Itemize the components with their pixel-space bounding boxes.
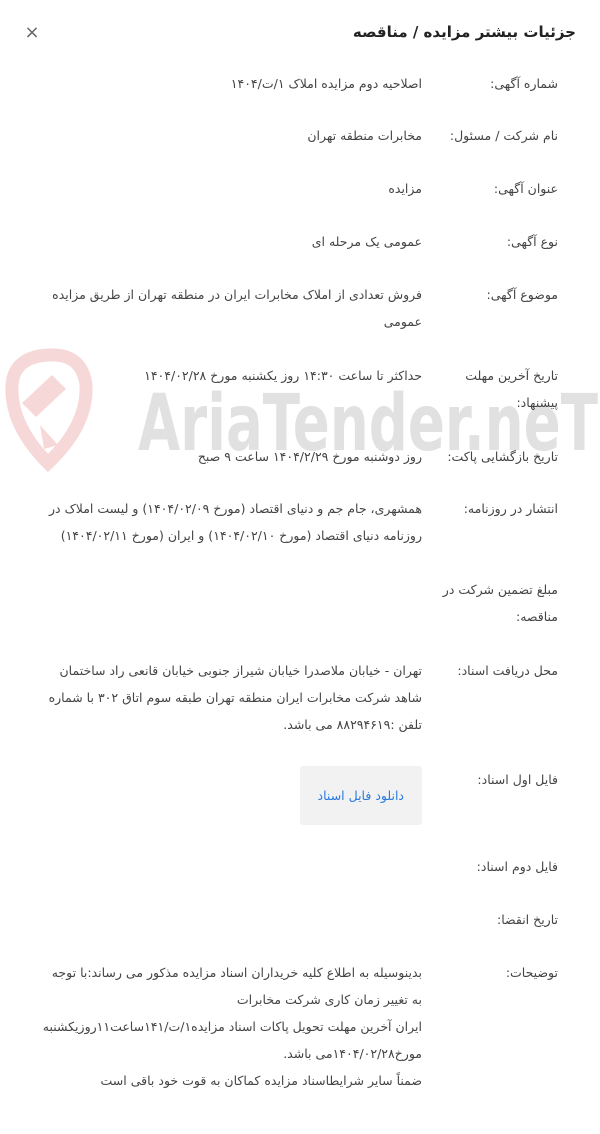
- label-second-file: فایل دوم اسناد:: [476, 859, 558, 874]
- label-ad-number: شماره آگهی:: [490, 76, 558, 91]
- label-ad-title: عنوان آگهی:: [493, 181, 558, 196]
- value-newspaper: همشهری، جام جم و دنیای اقتصاد (مورخ ۱۴۰۴/۰۲/۰۹) و لیست املاک در روزنامه دنیای اقتصاد (مورخ ۱۴۰۴/۰۲/۱۰) و ایران (مورخ ۱۴۰۴/۰۲/۱۱): [49, 501, 422, 543]
- value-second-file: [40, 853, 422, 906]
- dialog-title: جزئیات بیشتر مزایده / مناقصه: [352, 23, 576, 41]
- row-company: [0, 122, 600, 175]
- value-ad-type: عمومی یک مرحله ای: [311, 234, 422, 249]
- details-list: [0, 70, 600, 1109]
- download-docs-button[interactable]: دانلود فایل اسناد: [300, 766, 422, 825]
- value-docs-location: تهران - خیابان ملاصدرا خیابان شیراز جنوبی خیابان قانعی راد ساختمان شاهد شرکت مخابرات ایران منطقه تهران طبقه سوم اتاق ۳۰۲ با شماره تلفن :۸۸۲۹۴۶۱۹ می باشد.: [48, 663, 422, 732]
- label-opening-date: تاریخ بازگشایی پاکت:: [447, 449, 558, 464]
- value-company: مخابرات منطقه تهران: [307, 128, 422, 143]
- row-opening-date: [0, 443, 600, 495]
- row-ad-title: [0, 175, 600, 228]
- value-opening-date: روز دوشنبه مورخ ۱۴۰۴/۲/۲۹ ساعت ۹ صبح: [197, 449, 422, 464]
- value-expiry-date: [40, 906, 422, 959]
- description-line: به تغییر زمان کاری شرکت مخابرات: [236, 992, 422, 1007]
- row-docs-location: [0, 657, 600, 766]
- description-line: ضمناً سایر شرایطاسناد مزایده کماکان به قوت خود باقی است: [100, 1073, 422, 1088]
- row-description: [0, 959, 600, 1109]
- row-ad-number: [0, 70, 600, 122]
- value-ad-number: اصلاحیه دوم مزایده املاک ۱/ت/۱۴۰۴: [230, 76, 422, 91]
- watermark-text: AriaTender.neT: [138, 379, 598, 469]
- row-expiry-date: [0, 906, 600, 959]
- row-deadline: [0, 362, 600, 443]
- label-newspaper: انتشار در روزنامه:: [463, 501, 558, 516]
- label-guarantee-amount: مبلغ تضمین شرکت در مناقصه:: [442, 582, 558, 624]
- value-description: [40, 959, 422, 1109]
- row-ad-type: [0, 228, 600, 281]
- value-deadline: حداکثر تا ساعت ۱۴:۳۰ روز یکشنبه مورخ ۱۴۰۴/۰۲/۲۸: [144, 368, 422, 383]
- label-docs-location: محل دریافت اسناد:: [457, 663, 558, 678]
- label-description: توضیحات:: [505, 965, 558, 980]
- row-guarantee-amount: [0, 576, 600, 657]
- value-ad-title: مزایده: [388, 181, 422, 196]
- label-subject: موضوع آگهی:: [486, 287, 558, 302]
- label-company: نام شرکت / مسئول:: [449, 128, 558, 143]
- row-subject: [0, 281, 600, 362]
- value-first-file: [40, 766, 422, 853]
- description-line: مورخ۱۴۰۴/۰۲/۲۸می باشد.: [283, 1046, 422, 1061]
- row-second-file: [0, 853, 600, 906]
- dialog-header: [0, 0, 600, 64]
- label-first-file: فایل اول اسناد:: [477, 772, 558, 787]
- row-first-file: [0, 766, 600, 853]
- value-guarantee-amount: [40, 576, 422, 657]
- label-expiry-date: تاریخ انقضا:: [497, 912, 558, 927]
- value-subject: فروش تعدادی از املاک مخابرات ایران در منطقه تهران از طریق مزایده عمومی: [52, 287, 422, 329]
- description-line: ایران آخرین مهلت تحویل پاکات اسناد مزایده۱/ت/۱۴۱ساعت۱۱روزیکشنبه: [42, 1019, 422, 1034]
- row-newspaper: [0, 495, 600, 576]
- description-line: بدینوسیله به اطلاع کلیه خریداران اسناد مزایده مذکور می رساند:با توجه: [51, 965, 422, 980]
- label-ad-type: نوع آگهی:: [506, 234, 558, 249]
- label-deadline: تاریخ آخرین مهلت پیشنهاد:: [465, 368, 558, 410]
- close-icon[interactable]: ×: [24, 21, 40, 43]
